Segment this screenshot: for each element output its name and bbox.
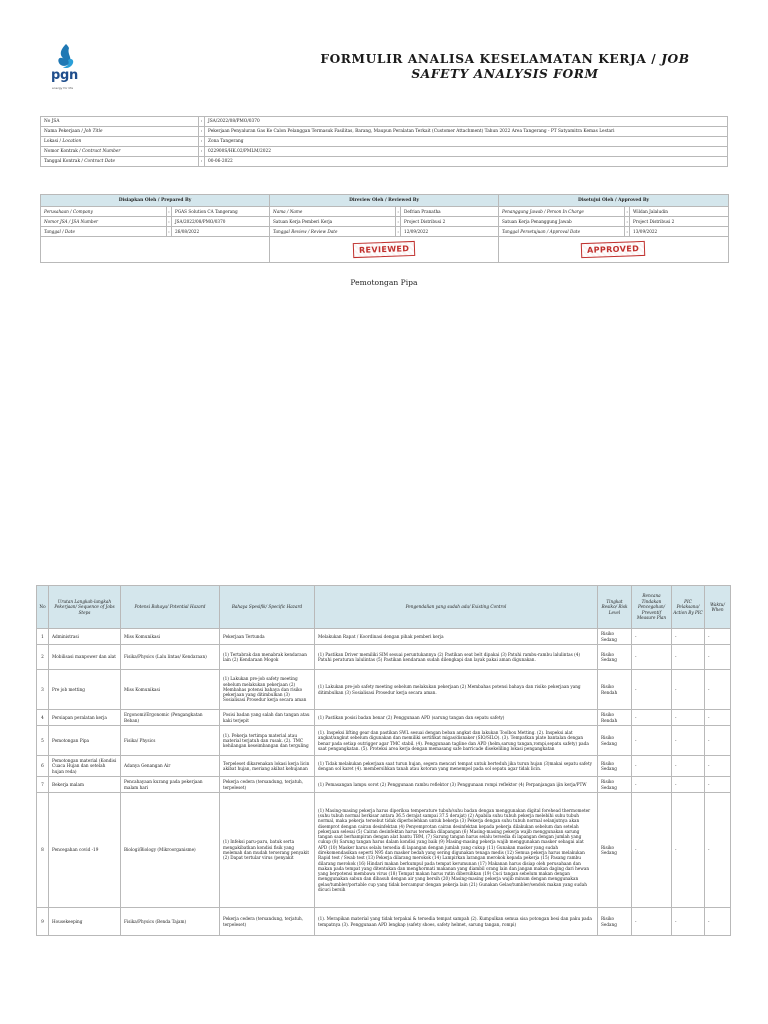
col-specific-hazard: Bahaya Spesifik/ Specific Hazard <box>220 586 315 629</box>
reviewed-stamp-cell <box>270 237 499 263</box>
table-row <box>37 793 731 908</box>
row-preventive-plan: - <box>632 710 672 726</box>
reviewed-by-header: Direview Oleh / Reviewed By <box>270 195 499 207</box>
row-preventive-plan: - <box>632 756 672 777</box>
info-value-contract-date: 00-06-2022 <box>205 157 728 167</box>
row-existing-control: (1). Merapikan material yang tidak terpakai & tersedia tempat sampah (2). Kumpulkan semua sisa potongan besi dan paku pada tempatnya (3). Penggunaan APD lengkap (safety shoes, safety helmet, sarung tangan, rompi) <box>315 908 598 936</box>
row-step: Pemotongan material (Kondisi Cuaca Hujan dan setelah hujan reda) <box>49 756 121 777</box>
row-risk-level: Risiko Sedang <box>598 777 632 793</box>
approved-by-header: Disetujui Oleh / Approved By <box>499 195 729 207</box>
row-preventive-plan: - <box>632 645 672 670</box>
row-pic: - <box>672 670 705 710</box>
row-specific-hazard: Pekerjaan Tertunda <box>220 629 315 645</box>
prepared-label: Perusahaan / Company <box>41 207 167 217</box>
row-potential-hazard: Adanya Genangan Air <box>121 756 220 777</box>
row-existing-control: (1). Inspeksi lifting gear dan pastikan SWL sesuai dengan beban angkat dan lakukan Toolbox Metting. (2). Inspeksi alat angkat/angkut sebelum digunakan dan memiliki sertifikat migas/disnaker (SIO/SILO). (3). Tempatkan plate bantalan dengan benar pada setiap outrigger agar TMC stabil. (4). Penggunaan tagline dan APD (helm,sarung tangan,rompi,sepatu safety) pada saat pengangkatan. (5). Proteksi area kerja dengan memasang safe barricade disekeliling lokasi pengangkatan <box>315 726 598 756</box>
row-when: - <box>705 777 731 793</box>
approved-stamp-cell <box>499 237 729 263</box>
row-when: - <box>705 793 731 908</box>
info-label-italic: Location <box>62 139 82 144</box>
info-colon: : <box>199 137 205 147</box>
row-step: Pre job metting <box>49 670 121 710</box>
table-row <box>37 645 731 670</box>
reviewed-value: Defrian Pranatha <box>401 207 499 217</box>
info-label: No JSA <box>44 119 60 124</box>
table-row <box>37 670 731 710</box>
prepared-value: JSA/2022/08/PMO/0370 <box>172 217 270 227</box>
info-label: Tanggal Kontrak / <box>44 159 85 164</box>
row-no: 7 <box>37 777 49 793</box>
row-when: - <box>705 756 731 777</box>
section-title: Pemotongan Pipa <box>350 278 418 287</box>
row-potential-hazard: Pencahayaan kurang pada pekerjaan malam hari <box>121 777 220 793</box>
row-specific-hazard: Terpeleset dikarenakan lokasi kerja licin akibat hujan, meriang akibat kehujanan <box>220 756 315 777</box>
row-potential-hazard: Fisika/Physics (Lalu lintas/ Kendaraan) <box>121 645 220 670</box>
info-colon: : <box>199 117 205 127</box>
logo-tagline: energy for life <box>52 86 74 90</box>
reviewed-value: 12/09/2022 <box>401 227 499 237</box>
logo-text: pgn <box>51 68 78 83</box>
table-row <box>37 726 731 756</box>
row-step: Persiapan peralatan kerja <box>49 710 121 726</box>
row-step: Bekerja malam <box>49 777 121 793</box>
row-potential-hazard: Miss Komunikasi <box>121 670 220 710</box>
info-colon: : <box>199 127 205 137</box>
approved-value: 13/09/2022 <box>630 227 729 237</box>
info-label-italic: Job Title <box>84 129 103 134</box>
row-preventive-plan: - <box>632 670 672 710</box>
approved-value: Project Distribusi 2 <box>630 217 729 227</box>
form-title <box>290 52 720 82</box>
row-preventive-plan: - <box>632 793 672 908</box>
row-pic: - <box>672 777 705 793</box>
col-when: Waktu/ When <box>705 586 731 629</box>
jsa-body <box>37 629 731 936</box>
col-pic: PIC Pelaksana/ Action By PIC <box>672 586 705 629</box>
row-specific-hazard: Pekerja cedera (tersandung, terjatuh, terpeleset) <box>220 908 315 936</box>
row-no: 1 <box>37 629 49 645</box>
approved-label: Tanggal Persetujuan / Approval Date <box>499 227 625 237</box>
row-pic: - <box>672 629 705 645</box>
row-when: - <box>705 710 731 726</box>
table-row <box>37 756 731 777</box>
approved-value: Wildan Jalaludin <box>630 207 729 217</box>
row-risk-level: Risiko Sedang <box>598 645 632 670</box>
row-risk-level: Risiko Rendah <box>598 710 632 726</box>
row-pic: - <box>672 645 705 670</box>
row-existing-control: (1) Lakukan pre-job safety meeting sebelum melakukan pekerjaan (2) Membahas potensi bahaya dan risiko pekerjaan yang ditimbulkan (3) Sosialisasi Prosedur kerja secara aman. <box>315 670 598 710</box>
row-preventive-plan: - <box>632 777 672 793</box>
row-no: 5 <box>37 726 49 756</box>
reviewed-stamp: REVIEWED <box>353 241 416 258</box>
reviewed-value: Project Distribusi 2 <box>401 217 499 227</box>
table-row <box>37 710 731 726</box>
row-no: 4 <box>37 710 49 726</box>
row-step: Housekeeping <box>49 908 121 936</box>
row-risk-level: Risiko Sedang <box>598 756 632 777</box>
info-row-location <box>41 137 728 147</box>
row-step: Administrasi <box>49 629 121 645</box>
row-no: 2 <box>37 645 49 670</box>
prepared-label: Tanggal / Date <box>41 227 167 237</box>
row-when: - <box>705 908 731 936</box>
row-specific-hazard: Pekerja cedera (tersandung, terjatuh, terpeleset) <box>220 777 315 793</box>
row-no: 3 <box>37 670 49 710</box>
row-no: 9 <box>37 908 49 936</box>
info-label: Nama Pekerjaan / <box>44 129 85 134</box>
reviewed-label: Nama / Name <box>270 207 396 217</box>
row-existing-control: (1) Pastikan posisi badan benar (2) Penggunaan APD (sarung tangan dan sepatu safety) <box>315 710 598 726</box>
info-colon: : <box>199 157 205 167</box>
col-potential-hazard: Potensi Bahaya/ Potential Hazard <box>121 586 220 629</box>
row-potential-hazard: Biologi/Biology (Mikroorganisme) <box>121 793 220 908</box>
title-line2: SAFETY ANALYSIS FORM <box>411 67 599 81</box>
reviewed-label: Tanggal Review / Review Date <box>270 227 396 237</box>
prepared-value: 26/08/2022 <box>172 227 270 237</box>
job-info-table <box>40 116 728 167</box>
info-label-italic: Contract Number <box>82 149 121 154</box>
table-row <box>37 629 731 645</box>
row-specific-hazard: (1) Tertabrak dan menabrak kendaraan lain (2) Kendaraan Mogok <box>220 645 315 670</box>
row-pic: - <box>672 710 705 726</box>
table-row <box>37 777 731 793</box>
signoff-stamp-row <box>41 237 729 263</box>
row-potential-hazard: Miss Komunikasi <box>121 629 220 645</box>
prepared-signature-cell <box>41 237 270 263</box>
row-risk-level: Risiko Sedang <box>598 629 632 645</box>
row-risk-level: Risiko Sedang <box>598 908 632 936</box>
row-potential-hazard: Fisika/Physics (Benda Tajam) <box>121 908 220 936</box>
info-label: Lokasi / <box>44 139 63 144</box>
row-existing-control: (1) Pemasangan lampu sorot (2) Penggunaan rambu reflektor (3) Penggunaan rompi reflektor (4) Perpanjangan ijin kerja/PTW <box>315 777 598 793</box>
info-colon: : <box>199 147 205 157</box>
title-line1-italic: JOB <box>661 52 690 66</box>
info-label-italic: Contract Date <box>84 159 116 164</box>
signoff-row: Tanggal / Date : 26/08/2022 Tanggal Review / Review Date : 12/09/2022 Tanggal Persetujuan / Approval Date : 13/09/2022 <box>41 227 729 237</box>
prepared-by-header: Disiapkan Oleh / Prepared By <box>41 195 270 207</box>
row-pic: - <box>672 908 705 936</box>
col-existing-control: Pengendalian yang sudah ada/ Existing Control <box>315 586 598 629</box>
row-specific-hazard: (1) Infeksi paru-paru, batuk serta mengakibatkan kondisi fisik yang melemah dan mudah terserang penyakit (2) Dapat tertular virus /penyakit <box>220 793 315 908</box>
info-value-job-title: Pekerjaan Penyaluran Gas Ke Calon Pelanggan Termasuk Fasilitas, Barang, Maupun Peralatan Terkait (Customer Attachment) Tahun 2022 Area Tangerang - PT Satyamitra Kemas Lestari <box>205 127 728 137</box>
row-existing-control: (1) Masing-masing pekerja harus diperiksa temperature tubuh/suhu badan dengan menggunakan digital forehead thermometer (suhu tubuh normal berkisar antara 36.5 derajat sampai 37.5 derajat) (2) Apabila suhu tubuh pekerja melebihi suhu tubuh normal, maka pekerja tersebut tidak diperbolehkan untuk bekerja (3) Pekerja dengan suhu tubuh normal selanjutnya akan disemprot dengan cairan desinfektan (4) Penyemprotan cairan desinfektan kepada pekerja dilakukan sebelum dan setelah pekerjaan selesai (5) Cairan desinfektan harus tersedia dilapangan (6) Masing-masing pekerja wajib menggunakan sarung tangan saat berhampiran dengan alat bantu TBM, (7) Sarung tangan harus selalu tersedia di lapangan dengan jumlah yang cukup (8) Sarung tangan harus dalam kondisi yang baik (9) Masing-masing pekerja wajib menggunakan masker sebagai alat APD (10) Masker harus selalu tersedia di lapangan dengan jumlah yang cukup (11) Gunakan masker yang sudah direkomendasikan seperti N95 dan masker bedah yang sering digunakan tenaga medis (12) Semua pekerja harus melakukan Rapid test / Swab test (13) Pekerja dilarang merokok (14) Lampirkan larangan merokok kepada pekerja (15) Pasang rambu dilarang merokok (16) Hindari makan berkumpul pada tempat kerumunan (17) Makanan harus disiap oleh perusahaan dan makan pada tempat yang ditentukan dan menghormati makanan yang diambil orang lain dan jangan makan daging dari hewan yang berpotensi membawa virus (18) Tempat makan harus rutin dibersihkan (19) Cuci tangan sebelum makan dengan menggunakan sabun dan dibasuh dengan air yang bersih (20) Masing-masing pekerja wajib minum dengan menggunakan gelas/tumbler/portable cup yang tidak bercampur dengan pekerja lain (21) Gunakan Gelas/tumbler/sendok makan yang sudah dicuci bersih <box>315 793 598 908</box>
info-row-jsa-no <box>41 117 728 127</box>
info-value-location: Zona Tangerang <box>205 137 728 147</box>
row-existing-control: Melakukan Rapat / Koordinasi dengan pihak pemberi kerja <box>315 629 598 645</box>
approved-label: Penanggung Jawab / Person In Charge <box>499 207 625 217</box>
row-preventive-plan: - <box>632 629 672 645</box>
info-label: Nomor Kontrak / <box>44 149 83 154</box>
row-step: Pemotongan Pipa <box>49 726 121 756</box>
row-when: - <box>705 645 731 670</box>
row-pic: - <box>672 726 705 756</box>
signoff-row: Nomor JSA / JSA Number : JSA/2022/08/PMO/0370 Satuan Kerja Pemberi Kerja : Project Distribusi 2 Satuan Kerja Penanggung Jawab : Project Distribusi 2 <box>41 217 729 227</box>
info-row-contract-date <box>41 157 728 167</box>
prepared-label: Nomor JSA / JSA Number <box>41 217 167 227</box>
info-row-job-title <box>41 127 728 137</box>
row-when: - <box>705 726 731 756</box>
col-preventive-plan: Rencana Tindakan Pencegahan/ Preventif Measure Plan <box>632 586 672 629</box>
row-step: Mobilisasi manpower dan alat <box>49 645 121 670</box>
signoff-table <box>40 194 729 263</box>
col-risk-level: Tingkat Resiko/ Risk Level <box>598 586 632 629</box>
row-potential-hazard: Fisika/ Physics <box>121 726 220 756</box>
row-no: 8 <box>37 793 49 908</box>
approved-stamp: APPROVED <box>581 241 646 258</box>
row-specific-hazard: (1) Lakukan pre-job safety meeting sebelum melakukan pekerjaan (2) Membahas potensi bahaya dan risiko pekerjaan yang ditimbulkan (3) Sosialisasi Prosedur kerja secara aman <box>220 670 315 710</box>
table-row <box>37 908 731 936</box>
jsa-header-row <box>37 586 731 629</box>
approved-label: Satuan Kerja Penanggung Jawab <box>499 217 625 227</box>
row-existing-control: (1) Tidak melakukan pekerjaan saat turun hujan, segera mencari tempat untuk berteduh jika turun hujan (3)makai sepatu safety dengan sol karet (4). membersihkan tanah atau kotoran yang menempel pada sol sepatu agar tidak licin. <box>315 756 598 777</box>
row-when: - <box>705 670 731 710</box>
info-value-jsa-no: JSA/2022/08/PMO/0370 <box>205 117 728 127</box>
row-when: - <box>705 629 731 645</box>
col-no: No <box>37 586 49 629</box>
row-potential-hazard: Ergonomi/Ergonomic (Pengangkatan Beban) <box>121 710 220 726</box>
row-risk-level: Risiko Sedang <box>598 726 632 756</box>
row-risk-level: Risiko Sedang <box>598 793 632 908</box>
row-pic: - <box>672 756 705 777</box>
jsa-table <box>36 585 731 936</box>
info-row-contract-number <box>41 147 728 157</box>
row-pic: - <box>672 793 705 908</box>
row-preventive-plan: - <box>632 726 672 756</box>
reviewed-label: Satuan Kerja Pemberi Kerja <box>270 217 396 227</box>
info-value-contract-number: 022900S/HK.02/PMLM/2022 <box>205 147 728 157</box>
row-specific-hazard: Posisi badan yang salah dan tangan atau kaki terjepit <box>220 710 315 726</box>
prepared-value: PGAS Solution CA Tangerang <box>172 207 270 217</box>
title-line1-main: FORMULIR ANALISA KESELAMATAN KERJA / <box>320 52 662 66</box>
row-risk-level: Risiko Rendah <box>598 670 632 710</box>
row-existing-control: (1) Pastikan Driver memiliki SIM sesuai peruntukannya (2) Pastikan seat belt dipakai (3) Patuhi rambu-rambu lalulintas (4) Patuhi peraturan lalulintas (5) Pastikan kendaraan sudah dilengkapi dan layak pakai aman digunakan. <box>315 645 598 670</box>
row-preventive-plan: - <box>632 908 672 936</box>
row-specific-hazard: (1). Pekerja tertimpa material atau material terjatuh dan rusak. (2). TMC kehilangan keseimbangan dan terguling <box>220 726 315 756</box>
row-step: Pencegahan covid -19 <box>49 793 121 908</box>
col-step: Urutan Langkah-langkah Pekerjaan/ Sequence of Jobs Steps <box>49 586 121 629</box>
signoff-row: Perusahaan / Company : PGAS Solution CA Tangerang Nama / Name : Defrian Pranatha Penanggung Jawab / Person In Charge : Wildan Jalaludin <box>41 207 729 217</box>
row-no: 6 <box>37 756 49 777</box>
